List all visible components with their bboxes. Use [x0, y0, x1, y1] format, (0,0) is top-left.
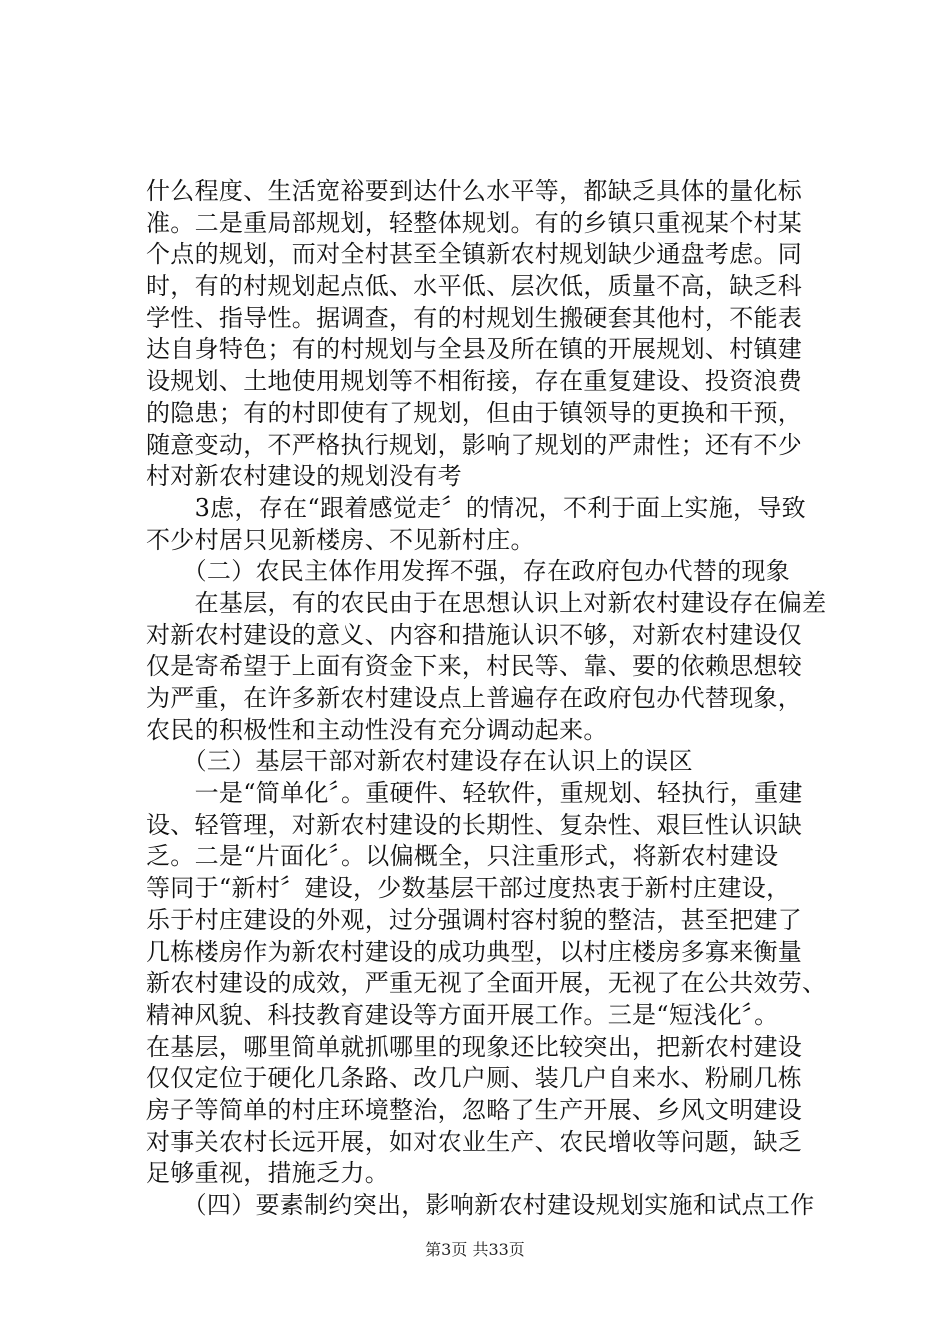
text-line: 在基层，哪里简单就抓哪里的现象还比较突出，把新农村建设: [146, 1032, 803, 1061]
text-line: 村对新农村建设的规划没有考: [146, 462, 462, 491]
text-line: 精神风貌、科技教育建设等方面开展工作。三是“短浅化〞。: [146, 1000, 779, 1029]
text-line: 达自身特色；有的村规划与全县及所在镇的开展规划、村镇建: [146, 335, 803, 364]
text-line: 乐于村庄建设的外观，过分强调村容村貌的整洁，甚至把建了: [146, 905, 803, 934]
body-text: [146, 176, 836, 1222]
text-line: 的隐患；有的村即使有了规划，但由于镇领导的更换和干预，: [146, 398, 803, 427]
section-heading: （二）农民主体作用发挥不强，存在政府包办代替的现象: [146, 557, 791, 586]
text-line: 仅是寄希望于上面有资金下来，村民等、靠、要的依赖思想较: [146, 652, 803, 681]
text-line: 农民的积极性和主动性没有充分调动起来。: [146, 715, 608, 744]
text-line: 足够重视，措施乏力。: [146, 1159, 389, 1188]
text-line: 等同于“新村〞建设，少数基层干部过度热衷于新村庄建设，: [146, 874, 791, 903]
page-number-footer: 第3页 共33页: [425, 1240, 525, 1259]
text-line: 几栋楼房作为新农村建设的成功典型，以村庄楼房多寡来衡量: [146, 937, 803, 966]
text-line: 一是“简单化〞。重硬件、轻软件，重规划、轻执行，重建: [146, 779, 803, 808]
text-line: 对新农村建设的意义、内容和措施认识不够，对新农村建设仅: [146, 620, 803, 649]
text-line: 房子等简单的村庄环境整治，忽略了生产开展、乡风文明建设: [146, 1095, 803, 1124]
text-line: 仅仅定位于硬化几条路、改几户厕、装几户自来水、粉刷几栋: [146, 1064, 803, 1093]
text-line: 设规划、土地使用规划等不相衔接，存在重复建设、投资浪费: [146, 367, 803, 396]
text-line: 什么程度、生活宽裕要到达什么水平等，都缺乏具体的量化标: [146, 177, 803, 205]
text-line: 乏。二是“片面化〞。以偏概全，只注重形式，将新农村建设: [146, 842, 779, 871]
text-line: 随意变动，不严格执行规划，影响了规划的严肃性；还有不少: [146, 430, 803, 459]
text-line: 个点的规划，而对全村甚至全镇新农村规划缺少通盘考虑。同: [146, 240, 803, 269]
text-line: 在基层，有的农民由于在思想认识上对新农村建设存在偏差: [146, 588, 827, 617]
text-line: 不少村居只见新楼房、不见新村庄。: [146, 525, 535, 554]
text-line: 设、轻管理，对新农村建设的长期性、复杂性、艰巨性认识缺: [146, 810, 803, 839]
text-line: 3虑，存在“跟着感觉走〞的情况，不利于面上实施，导致: [146, 493, 806, 522]
text-line: 时，有的村规划起点低、水平低、层次低，质量不高，缺乏科: [146, 272, 803, 301]
text-line: 学性、指导性。据调查，有的村规划生搬硬套其他村，不能表: [146, 303, 803, 332]
text-line: 准。二是重局部规划，轻整体规划。有的乡镇只重视某个村某: [146, 208, 803, 237]
section-heading: （四）要素制约突出，影响新农村建设规划实施和试点工作: [146, 1191, 815, 1219]
text-line: 对事关农村长远开展，如对农业生产、农民增收等问题，缺乏: [146, 1127, 803, 1156]
section-heading: （三）基层干部对新农村建设存在认识上的误区: [146, 747, 693, 776]
text-line: 为严重，在许多新农村建设点上普遍存在政府包办代替现象，: [146, 684, 803, 712]
text-line: 新农村建设的成效，严重无视了全面开展，无视了在公共效劳、: [146, 969, 827, 998]
